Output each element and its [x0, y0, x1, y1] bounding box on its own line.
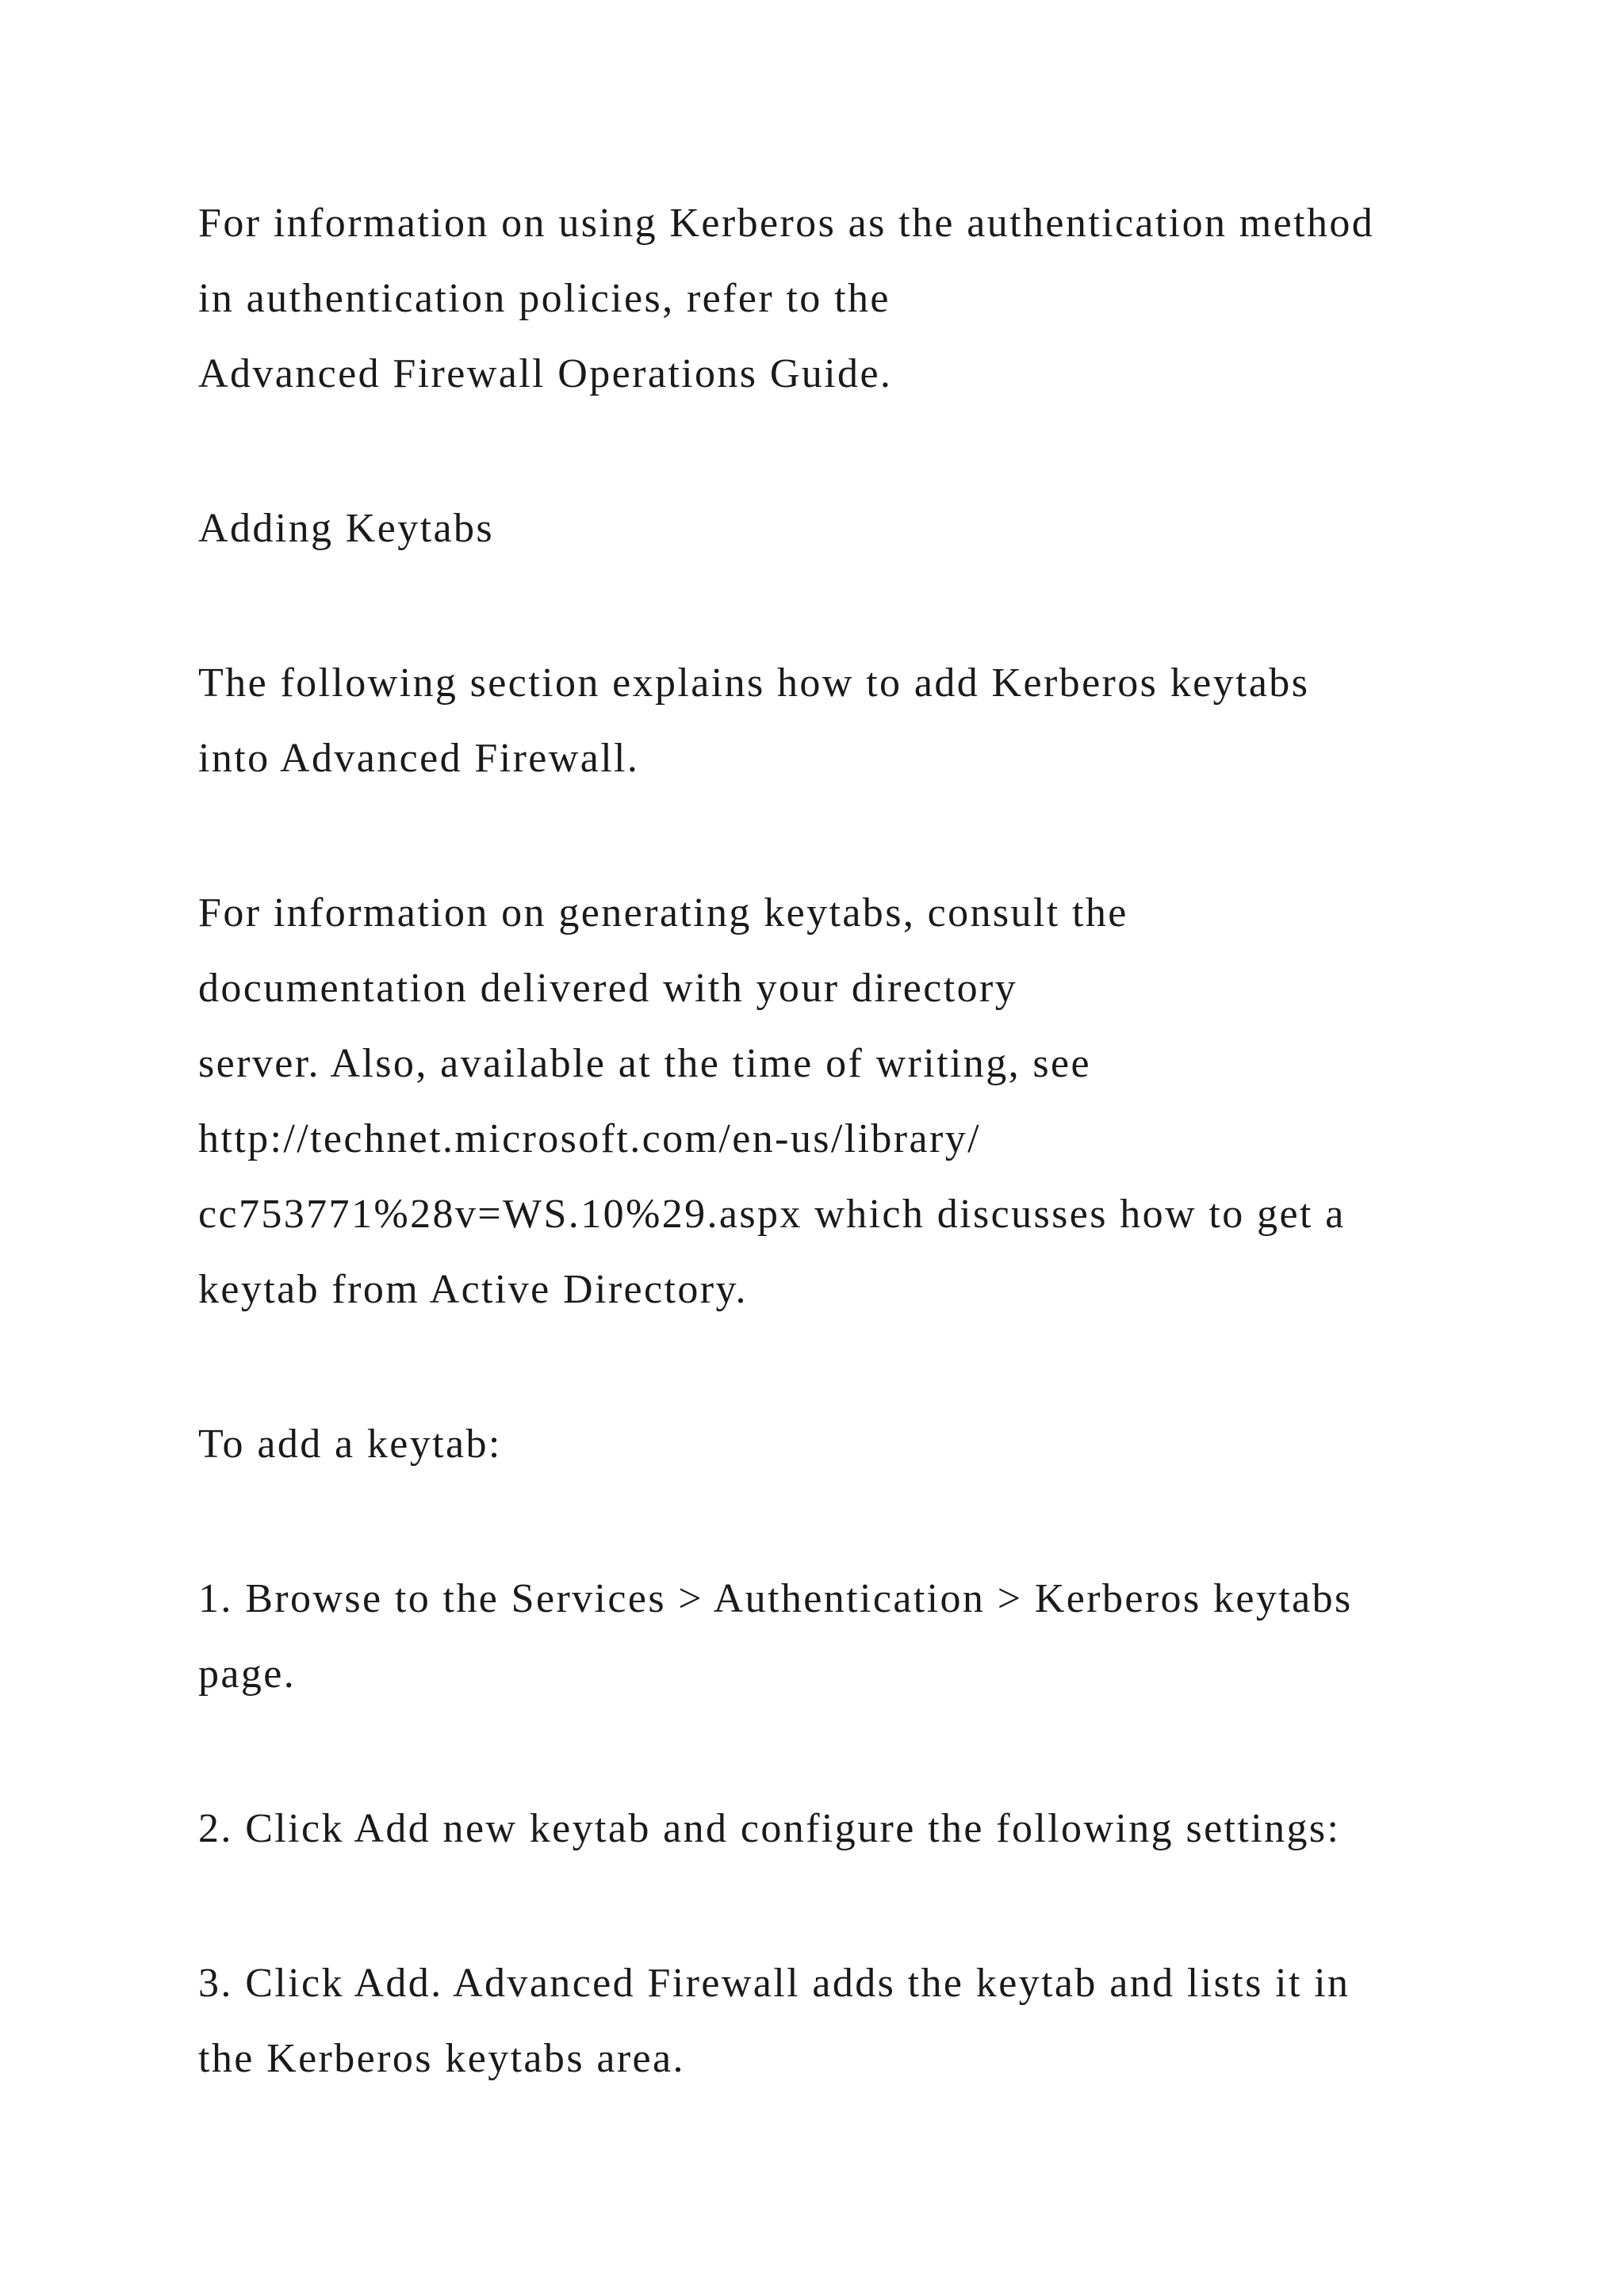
text-line: server. Also, available at the time of writing, see: [198, 1041, 1091, 1086]
text-line: into Advanced Firewall.: [198, 736, 640, 781]
step-1-line: 1. Browse to the Services > Authentication > Kerberos keytabs: [198, 1576, 1353, 1621]
section-heading: Adding Keytabs: [198, 506, 494, 551]
text-line: The following section explains how to add Kerberos keytabs: [198, 660, 1310, 706]
step-3-line: the Kerberos keytabs area.: [198, 2036, 685, 2081]
url-text-line: http://technet.microsoft.com/en-us/library/: [198, 1116, 981, 1161]
text-line: To add a keytab:: [198, 1422, 502, 1467]
text-line: keytab from Active Directory.: [198, 1267, 748, 1312]
text-line: in authentication policies, refer to the: [198, 276, 891, 321]
step-1-line: page.: [198, 1651, 297, 1697]
text-line: For information on generating keytabs, consult the: [198, 890, 1128, 936]
step-3-line: 3. Click Add. Advanced Firewall adds the keytab and lists it in: [198, 1961, 1350, 2006]
text-line: documentation delivered with your directory: [198, 966, 1018, 1011]
url-text-line: cc753771%28v=WS.10%29.aspx which discusses how to get a: [198, 1192, 1346, 1237]
text-line: For information on using Kerberos as the authentication method: [198, 201, 1375, 246]
text-line: Advanced Firewall Operations Guide.: [198, 351, 893, 396]
step-2-line: 2. Click Add new keytab and configure the following settings:: [198, 1806, 1341, 1851]
